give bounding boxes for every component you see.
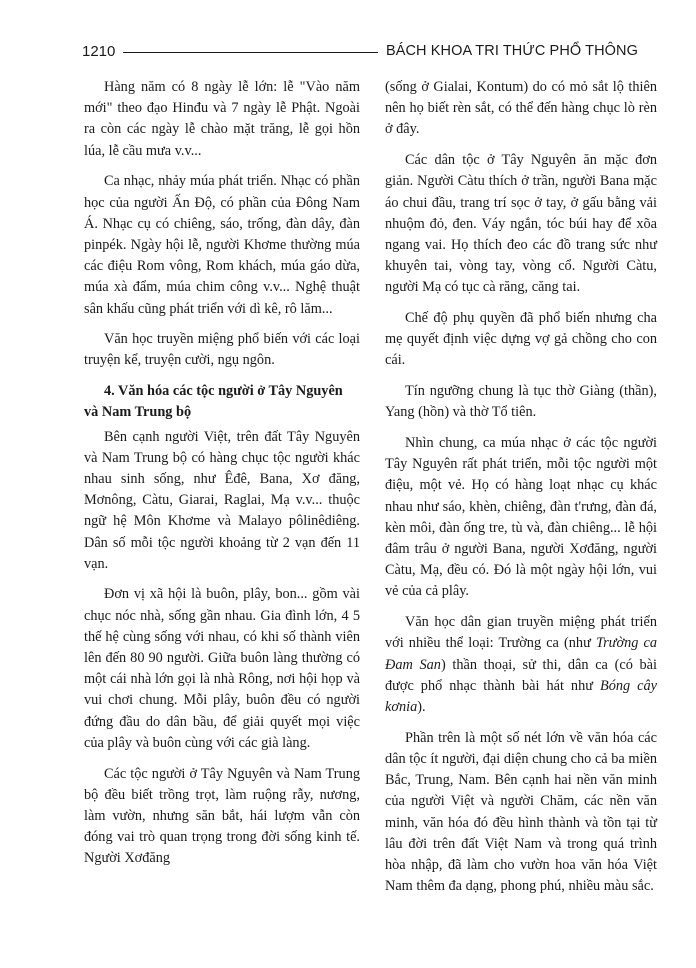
continued-paragraph: (sống ở Gialai, Kontum) do có mỏ sắt lộ thiên nên họ biết rèn sắt, có thể đến hàng chục lò rèn ở đây. (385, 79, 657, 138)
text-run: Văn học dân gian truyền miệng phát triển với nhiều thể loại: Trường ca (như (385, 614, 657, 652)
page-number: 1210 (82, 42, 116, 60)
paragraph (385, 612, 657, 718)
right-column (385, 77, 657, 907)
paragraph: Văn học truyền miệng phổ biến với các loại truyện kể, truyện cười, ngụ ngôn. (84, 331, 360, 369)
left-column (84, 77, 360, 879)
page-header (82, 40, 638, 62)
paragraph: Các dân tộc ở Tây Nguyên ăn mặc đơn giản. Người Càtu thích ở trần, người Bana mặc áo chui đầu, trang trí sọc ở tay, ở gấu bằng vải nhuộm đỏ, đen. Váy ngắn, tóc búi hay để xõa ngang vai. Họ thích đeo các đồ trang sức như khuyên tai, vòng tay, vòng cổ. Người Càtu, người Mạ có tục cà răng, căng tai. (385, 152, 657, 296)
paragraph: Ca nhạc, nhảy múa phát triển. Nhạc có phần học của người Ấn Độ, có phần của Đông Nam Á. Nhạc cụ có chiêng, sáo, trống, đàn dây, đàn pinpék. Ngày hội lễ, người Khơme thường múa các điệu Rom vông, Rom khách, múa gáo dừa, múa xà đẩm, múa chim công v.v... Nghệ thuật sân khấu cũng phát triển với dì kê, rô lăm... (84, 173, 360, 317)
running-title: BÁCH KHOA TRI THỨC PHỔ THÔNG (385, 43, 638, 59)
italic-title: Bóng cây kơnia (385, 677, 658, 715)
paragraph: Các tộc người ở Tây Nguyên và Nam Trung bộ đều biết trồng trọt, làm ruộng rẫy, nương, làm vườn, nhưng săn bắt, hái lượm vẫn còn đóng vai trò quan trọng trong đời sống kinh tế. Người Xơđăng (84, 765, 360, 867)
paragraph: Phần trên là một số nét lớn về văn hóa các dân tộc ít người, đại diện chung cho cả ba miền Bắc, Trung, Nam. Bên cạnh hai nền văn minh của người Việt và người Chăm, các nền văn minh, văn hóa đó đều hình thành và tồn tại từ lâu đời trên đất Việt Nam và trong quá trình hòa nhập, đã làm cho vườn hoa văn hóa Việt Nam thêm đa dạng, phong phú, nhiều màu sắc. (385, 729, 657, 895)
paragraph: Hàng năm có 8 ngày lễ lớn: lễ "Vào năm mới" theo đạo Hinđu và 7 ngày lễ Phật. Ngoài ra còn các ngày lễ chào mặt trăng, lễ gọi hồn lúa, lễ cầu mưa v.v... (84, 79, 360, 159)
header-rule (123, 52, 378, 53)
text-run: ). (417, 698, 426, 715)
paragraph: Chế độ phụ quyền đã phổ biến nhưng cha mẹ quyết định việc dựng vợ gả chồng cho con cái. (385, 310, 657, 369)
paragraph: Nhìn chung, ca múa nhạc ở các tộc người Tây Nguyên rất phát triển, mỗi tộc người một điệu, một vẻ. Họ có hàng loạt nhạc cụ khác nhau như sáo, khèn, chiêng, đàn t'rưng, đàn đá, kèn môi, đàn ống tre, tù và, đàn chiêng... lễ hội đâm trâu ở người Bana, người Xơđăng, người Càtu, Mạ, đều có. Đó là một ngày hội lớn, vui vẻ của cả plây. (385, 435, 657, 600)
paragraph: Đơn vị xã hội là buôn, plây, bon... gồm vài chục nóc nhà, sống gần nhau. Gia đình lớn, 4 5 thế hệ cùng sống với nhau, có khi số thành viên lên đến 80 90 người. Giữa buôn làng thường có một cái nhà lớn gọi là nhà Rông, nơi hội họp và vui chơi chung. Mỗi plây, buôn đều có người đứng đầu do dân bầu, để giải quyết mọi việc của plây và buôn cùng với các già làng. (84, 586, 360, 751)
paragraph: Tín ngưỡng chung là tục thờ Giàng (thần), Yang (hồn) và thờ Tổ tiên. (385, 383, 657, 421)
text-run: ) thần thoại, sử thi, dân ca (có bài được phổ nhạc thành bài hát như (385, 656, 657, 694)
italic-title: Trường ca Đam San (385, 635, 657, 673)
paragraph: Bên cạnh người Việt, trên đất Tây Nguyên và Nam Trung bộ có hàng chục tộc người khác nhau sinh sống, như Êđê, Bana, Xơ đăng, Mơnông, Càtu, Giarai, Raglai, Mạ v.v... thuộc ngữ hệ Môn Khơme và Malayo pôlinêdiêng. Dân số mỗi tộc người khoảng từ 2 vạn đến 11 vạn. (84, 428, 360, 572)
section-heading: 4. Văn hóa các tộc người ở Tây Nguyên và Nam Trung bộ (84, 383, 343, 421)
